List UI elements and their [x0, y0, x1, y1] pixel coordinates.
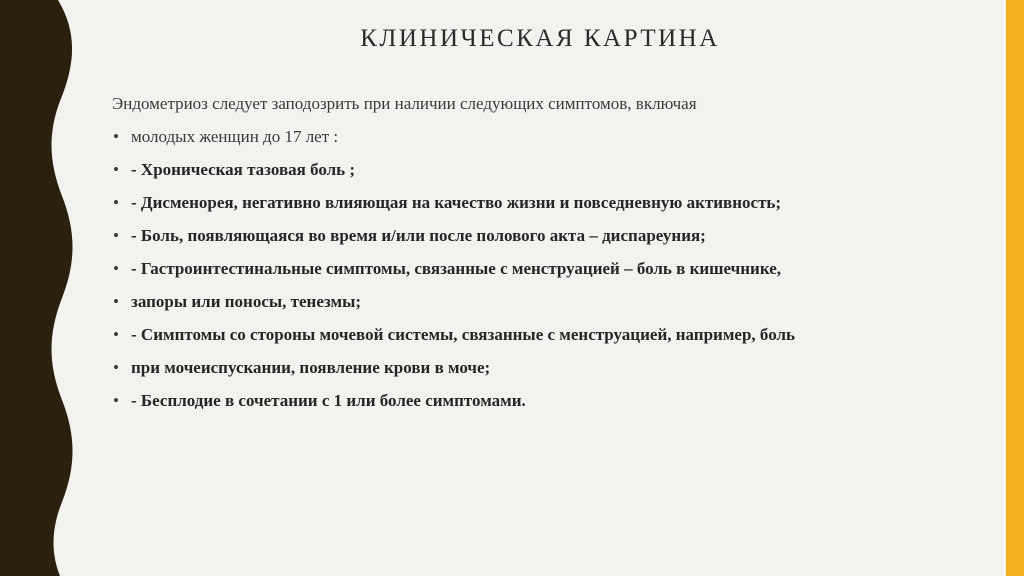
- list-item: [112, 225, 972, 247]
- list-item-text: - Гастроинтестинальные симптомы, связанные с менструацией – боль в кишечнике,: [131, 259, 781, 278]
- list-item: [112, 291, 972, 313]
- bullet-dot-icon: •: [113, 160, 119, 179]
- list-item-text: - Бесплодие в сочетании с 1 или более симптомами.: [131, 391, 526, 410]
- list-item-text: - Боль, появляющаяся во время и/или после полового акта – диспареуния;: [131, 226, 706, 245]
- bullet-dot-icon: •: [113, 259, 119, 278]
- list-item: [112, 258, 972, 280]
- bullet-dot-icon: •: [113, 127, 119, 146]
- list-item-text: запоры или поносы, тенезмы;: [131, 292, 362, 311]
- list-item: [112, 192, 972, 214]
- symptom-list: [112, 126, 972, 423]
- list-item-text: - Дисменорея, негативно влияющая на качество жизни и повседневную активность;: [131, 193, 782, 212]
- left-wave-decoration: [0, 0, 80, 576]
- slide-title: КЛИНИЧЕСКАЯ КАРТИНА: [360, 25, 720, 52]
- bullet-dot-icon: •: [113, 193, 119, 212]
- list-item: [112, 324, 972, 346]
- right-accent-bar: [1004, 0, 1024, 576]
- bullet-dot-icon: •: [113, 292, 119, 311]
- list-item: [112, 390, 972, 412]
- list-item: [112, 126, 972, 148]
- bullet-dot-icon: •: [113, 391, 119, 410]
- list-item-text: - Хроническая тазовая боль ;: [131, 160, 356, 179]
- list-item-text: при мочеиспускании, появление крови в моче;: [131, 358, 491, 377]
- bullet-dot-icon: •: [113, 226, 119, 245]
- intro-text: Эндометриоз следует заподозрить при наличии следующих симптомов, включая: [112, 94, 697, 113]
- list-item: [112, 357, 972, 379]
- right-accent-fill: [1006, 0, 1024, 576]
- bullet-dot-icon: •: [113, 325, 119, 344]
- list-item-text: молодых женщин до 17 лет :: [131, 127, 339, 146]
- list-item-text: - Симптомы со стороны мочевой системы, связанные с менструацией, например, боль: [131, 325, 796, 344]
- bullet-dot-icon: •: [113, 358, 119, 377]
- list-item: [112, 159, 972, 181]
- right-accent-divider: [1004, 0, 1005, 576]
